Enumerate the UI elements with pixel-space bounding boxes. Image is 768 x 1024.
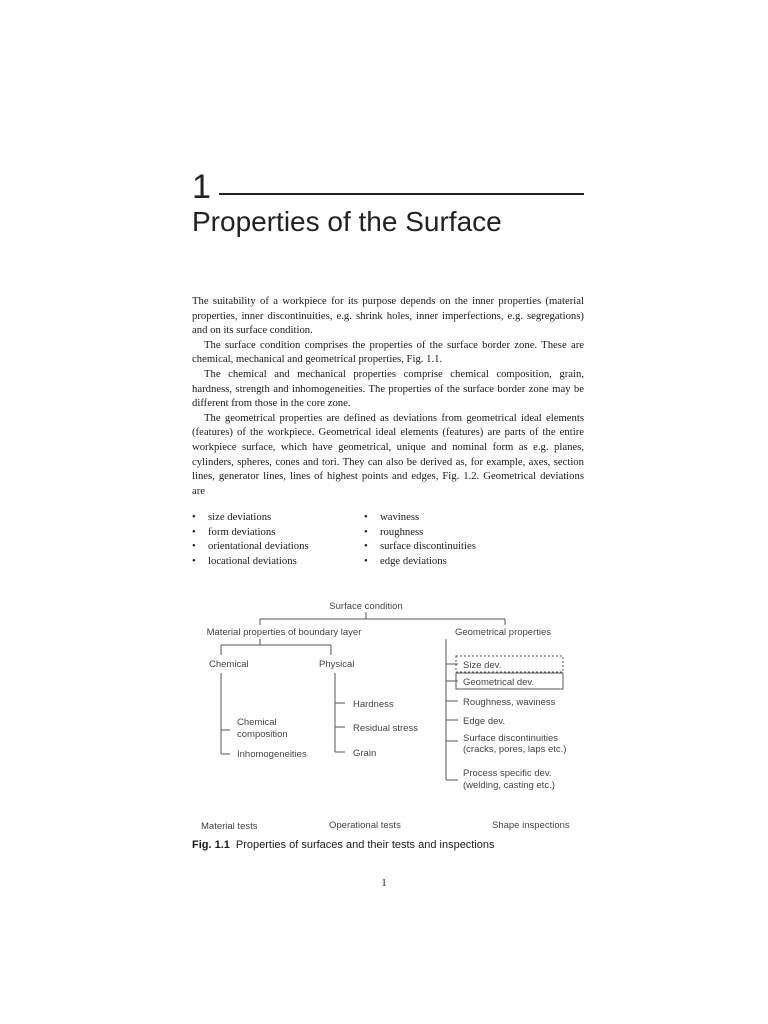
node-size-dev: Size dev. [463, 660, 502, 671]
node-hardness: Hardness [353, 699, 394, 710]
figure-caption-text: Properties of surfaces and their tests and inspections [235, 839, 495, 851]
node-physical: Physical [319, 659, 355, 670]
node-process-dev-2: (welding, casting etc.) [463, 780, 555, 791]
list-item: • edge deviations [364, 554, 476, 569]
figure-caption [192, 839, 495, 851]
list-item: • waviness [364, 510, 476, 525]
list-item: • orientational deviations [192, 539, 309, 554]
label-operational-tests: Operational tests [329, 820, 401, 831]
node-chemical: Chemical [209, 659, 249, 670]
node-grain: Grain [353, 748, 377, 759]
list-item: • roughness [364, 525, 476, 540]
figure-label: Fig. 1.1 [192, 839, 230, 851]
list-item: • locational deviations [192, 554, 309, 569]
node-surface-condition: Surface condition [329, 601, 403, 612]
node-surface-discontinuities-1: Surface discontinuities [463, 733, 559, 744]
node-chemical-composition-2: composition [237, 729, 288, 740]
node-edge-dev: Edge dev. [463, 716, 506, 727]
list-item: • size deviations [192, 510, 309, 525]
node-chemical-composition-1: Chemical [237, 717, 277, 728]
label-shape-inspections: Shape inspections [492, 820, 570, 831]
list-item: • surface discontinuities [364, 539, 476, 554]
node-roughness-waviness: Roughness, waviness [463, 697, 556, 708]
label-material-tests: Material tests [201, 821, 258, 832]
paragraph-1: The suitability of a workpiece for its purpose depends on the inner properties (material properties, inner discontinuities, e.g. shrink holes, inner imperfections, e.g. segregations) and on its surface condition. [192, 295, 584, 337]
paragraph-2: The surface condition comprises the properties of the surface border zone. These are chemical, mechanical and geometrical properties, Fig. 1.1. [192, 338, 584, 366]
node-inhomogeneities: Inhomogeneities [237, 749, 307, 760]
page-number: 1 [381, 877, 387, 889]
node-material-properties: Material properties of boundary layer [206, 627, 362, 638]
node-geometrical-dev: Geometrical dev. [463, 677, 535, 688]
chapter-title: Properties of the Surface [192, 206, 502, 237]
paragraph-4: The geometrical properties are defined as deviations from geometrical ideal elements (features) of the workpiece. Geometrical ideal elements (features) are parts of the entire workpiece surface, which have geometrical, unique and nominal form as e.g. planes, cylinders, spheres, cones and tori. They can also be derived as, for example, axes, section lines, generator lines, lines of highest points and edges, Fig. 1.2. Geometrical deviations are [192, 411, 584, 497]
list-item: • form deviations [192, 525, 309, 540]
node-surface-discontinuities-2: (cracks, pores, laps etc.) [463, 744, 567, 755]
node-process-dev-1: Process specific dev. [463, 768, 552, 779]
node-geometrical-properties: Geometrical properties [454, 627, 552, 638]
node-residual-stress: Residual stress [353, 723, 418, 734]
chapter-number: 1 [192, 168, 211, 206]
paragraph-3: The chemical and mechanical properties comprise chemical composition, grain, hardness, strength and inhomogeneities. The properties of the surface border zone may be different from those in the core zone. [192, 367, 584, 410]
